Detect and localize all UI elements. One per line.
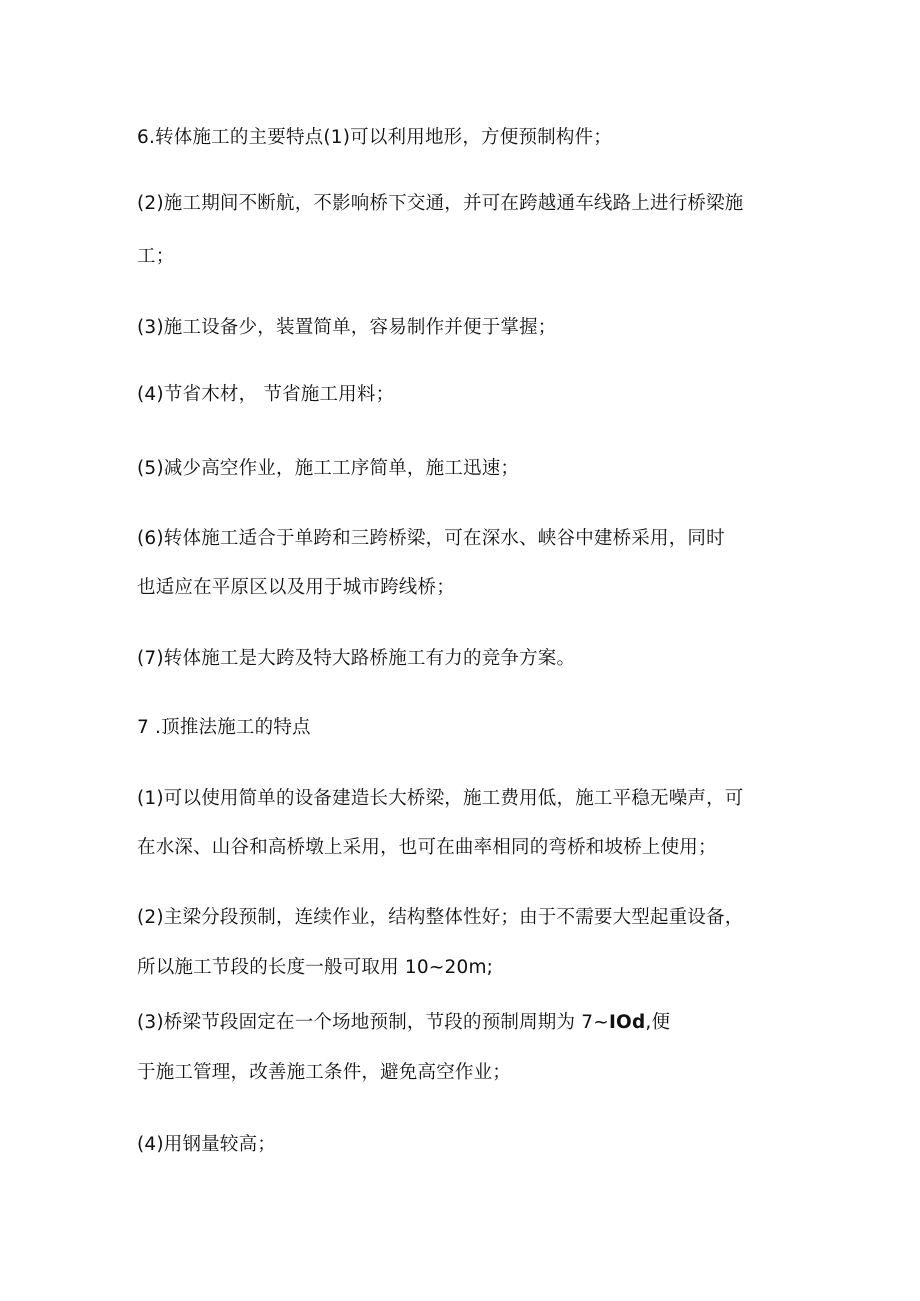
text-line-17: (4)用钢量较高； <box>137 1134 277 1155</box>
text-line-1: 6.转体施工的主要特点(1)可以利用地形，方便预制构件； <box>137 127 612 148</box>
text-line-9: (7)转体施工是大跨及特大路桥施工有力的竞争方案。 <box>137 648 576 669</box>
text-line-7: (6)转体施工适合于单跨和三跨桥梁，可在深水、峡谷中建桥采用，同时 <box>137 528 725 549</box>
text-line-15-main: (3)桥梁节段固定在一个场地预制，节段的预制周期为 7~ <box>137 1012 609 1033</box>
text-line-11: (1)可以使用简单的设备建造长大桥梁，施工费用低，施工平稳无噪声，可 <box>137 788 744 809</box>
text-line-6: (5)减少高空作业，施工工序简单，施工迅速； <box>137 458 520 479</box>
text-line-3: 工； <box>137 246 175 267</box>
text-line-12: 在水深、山谷和高桥墩上采用，也可在曲率相同的弯桥和坡桥上使用； <box>137 837 717 858</box>
text-line-15-bold: IOd <box>608 1012 646 1033</box>
text-line-8: 也适应在平原区以及用于城市跨线桥； <box>137 577 455 598</box>
section-heading: 7 .顶推法施工的特点 <box>137 717 311 738</box>
text-line-2: (2)施工期间不断航，不影响桥下交通，并可在跨越通车线路上进行桥梁施 <box>137 193 744 214</box>
text-line-15 <box>137 1011 670 1035</box>
text-line-4: (3)施工设备少，装置简单，容易制作并便于掌握； <box>137 317 557 338</box>
text-line-16: 于施工管理，改善施工条件，避免高空作业； <box>137 1062 512 1083</box>
text-line-13: (2)主梁分段预制，连续作业，结构整体性好；由于不需要大型起重设备， <box>137 907 744 928</box>
text-line-5: (4)节省木材， 节省施工用料； <box>137 384 395 405</box>
text-line-15-tail: ,便 <box>645 1012 671 1033</box>
text-line-14: 所以施工节段的长度一般可取用 10~20m; <box>137 957 494 978</box>
